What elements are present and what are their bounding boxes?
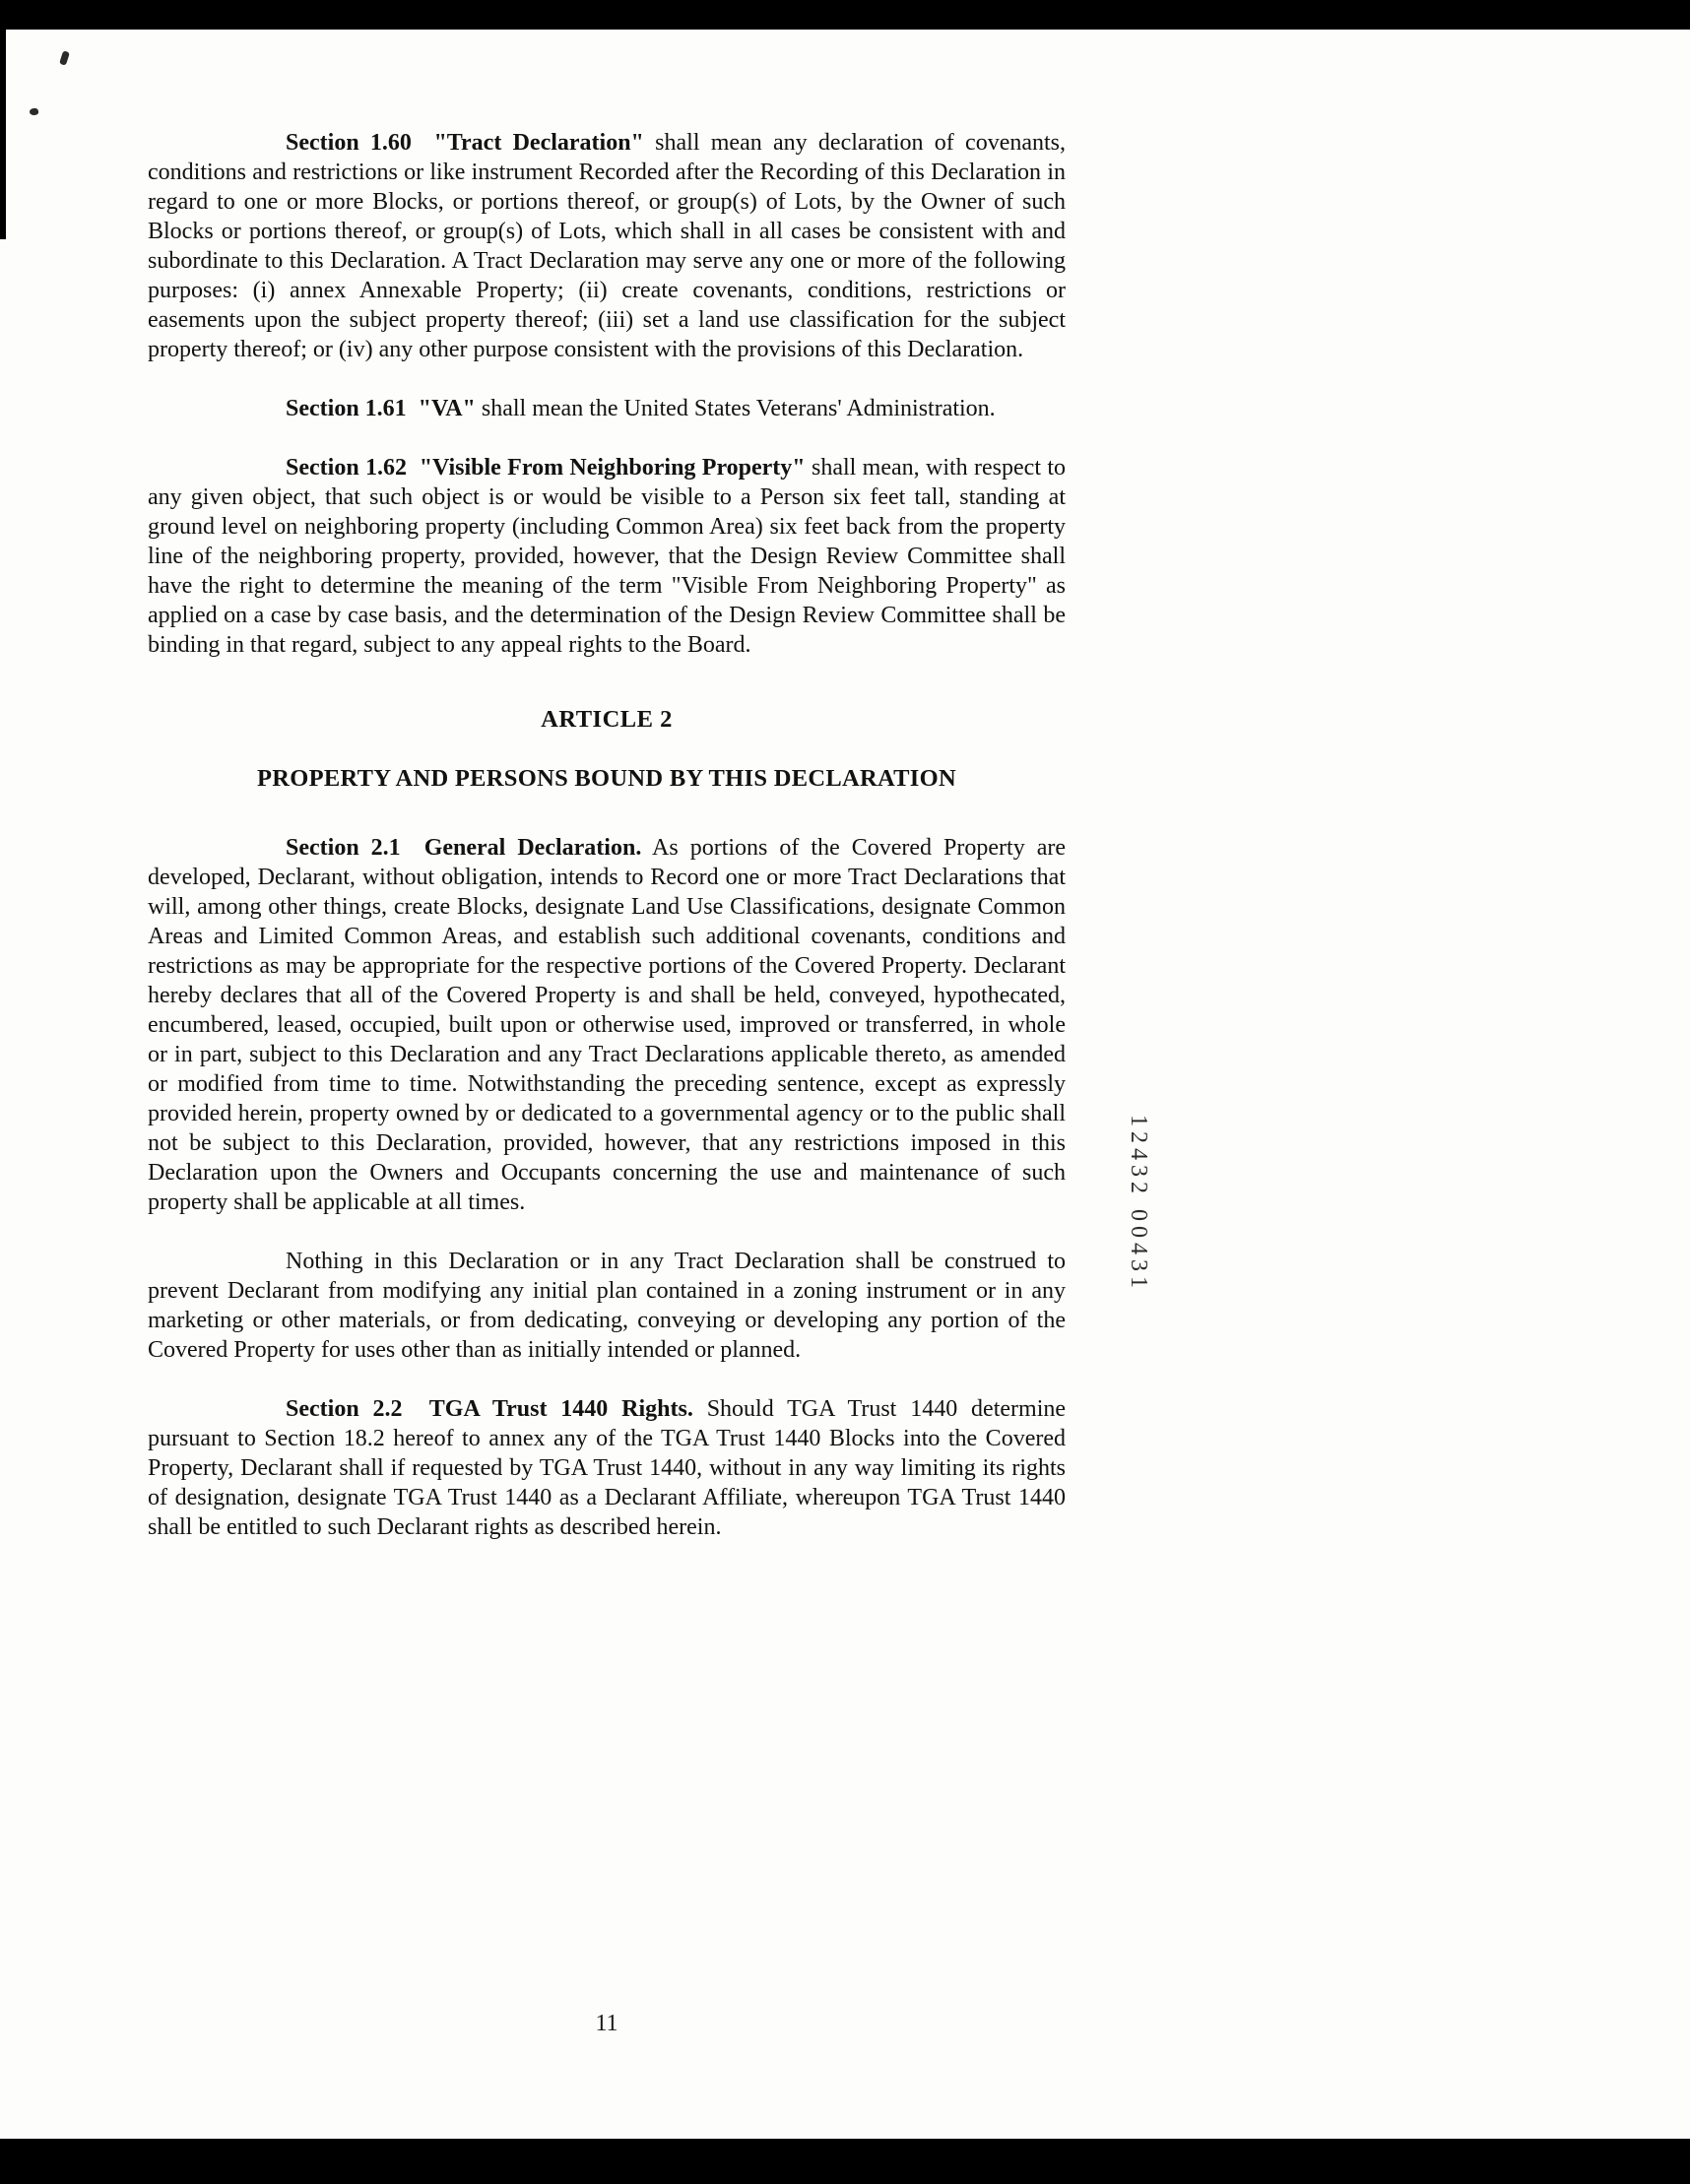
scan-speck (59, 50, 70, 65)
scan-artifact-top-bar (0, 0, 1690, 30)
section-2-1-body: As portions of the Covered Property are developed, Declarant, without obligation, intends to Record one or more Tract Declarations that will, among other things, create Blocks, designate Land Use Classifications, designate Common Areas and Limited Common Areas, and establish such additional covenants, conditions and restrictions as may be appropriate for the respective portions of the Covered Property. Declarant hereby declares that all of the Covered Property is and shall be held, conveyed, hypothecated, encumbered, leased, occupied, built upon or otherwise used, improved or transferred, in whole or in part, subject to this Declaration and any Tract Declarations applicable thereto, as amended or modified from time to time. Notwithstanding the preceding sentence, except as expressly provided herein, property owned by or dedicated to a governmental agency or to the public shall not be subject to this Declaration, provided, however, that any restrictions imposed in this Declaration upon the Owners and Occupants concerning the use and maintenance of such property shall be applicable at all times. (148, 835, 1067, 1215)
article-2-heading: ARTICLE 2 (541, 706, 673, 733)
section-1-62-paragraph (148, 453, 1066, 660)
section-1-61-body: shall mean the United States Veterans' Administration. (481, 396, 996, 421)
page-number: 11 (595, 2011, 618, 2036)
section-1-60-paragraph (148, 128, 1066, 364)
section-1-62-body: shall mean, with respect to any given object, that such object is or would be visible to a Person six feet tall, standing at ground level on neighboring property (including Common Area) six feet back from the property line of the neighboring property, provided, however, that the Design Review Committee shall have the right to determine the meaning of the term "Visible From Neighboring Property" as applied on a case by case basis, and the determination of the Design Review Committee shall be binding in that regard, subject to any appeal rights to the Board. (148, 455, 1067, 658)
recording-stamp-number: 12432 00431 (1126, 1115, 1151, 1293)
section-1-60-body: shall mean any declaration of covenants, conditions and restrictions or like instrument Recorded after the Recording of this Declaration in regard to one or more Blocks, or portions thereof, or group(s) of Lots, by the Owner of such Blocks or portions thereof, or group(s) of Lots, which shall in all cases be consistent with and subordinate to this Declaration. A Tract Declaration may serve any one or more of the following purposes: (i) annex Annexable Property; (ii) create covenants, conditions, restrictions or easements upon the subject property thereof; (iii) set a land use classification for the subject property thereof; or (iv) any other purpose consistent with the provisions of this Declaration. (148, 130, 1067, 362)
nothing-clause-paragraph (148, 1247, 1066, 1365)
section-1-60-heading: Section 1.60 "Tract Declaration" (286, 130, 644, 156)
section-1-62-heading: Section 1.62 "Visible From Neighboring Property" (286, 455, 806, 481)
section-2-1-paragraph (148, 833, 1066, 1217)
scan-artifact-bottom-bar (0, 2139, 1690, 2184)
nothing-clause-body: Nothing in this Declaration or in any Tract Declaration shall be construed to prevent Declarant from modifying any initial plan contained in a zoning instrument or in any marketing or other materials, or from dedicating, conveying or developing any portion of the Covered Property for uses other than as initially intended or planned. (148, 1249, 1066, 1363)
scan-speck (29, 107, 38, 115)
section-2-2-heading: Section 2.2 TGA Trust 1440 Rights. (286, 1396, 693, 1422)
section-2-2-paragraph (148, 1394, 1066, 1542)
section-2-1-heading: Section 2.1 General Declaration. (286, 835, 642, 861)
section-2-2-body: Should TGA Trust 1440 determine pursuant to Section 18.2 hereof to annex any of the TGA Trust 1440 Blocks into the Covered Property, Declarant shall if requested by TGA Trust 1440, without in any way limiting its rights of designation, designate TGA Trust 1440 as a Declarant Affiliate, whereupon TGA Trust 1440 shall be entitled to such Declarant rights as described herein. (148, 1396, 1067, 1540)
scan-artifact-left-edge (0, 28, 6, 239)
section-1-61-heading: Section 1.61 "VA" (286, 396, 476, 421)
section-1-61-paragraph (148, 394, 1066, 423)
document-body (148, 128, 1066, 1572)
article-2-subheading: PROPERTY AND PERSONS BOUND BY THIS DECLARATION (257, 765, 956, 792)
